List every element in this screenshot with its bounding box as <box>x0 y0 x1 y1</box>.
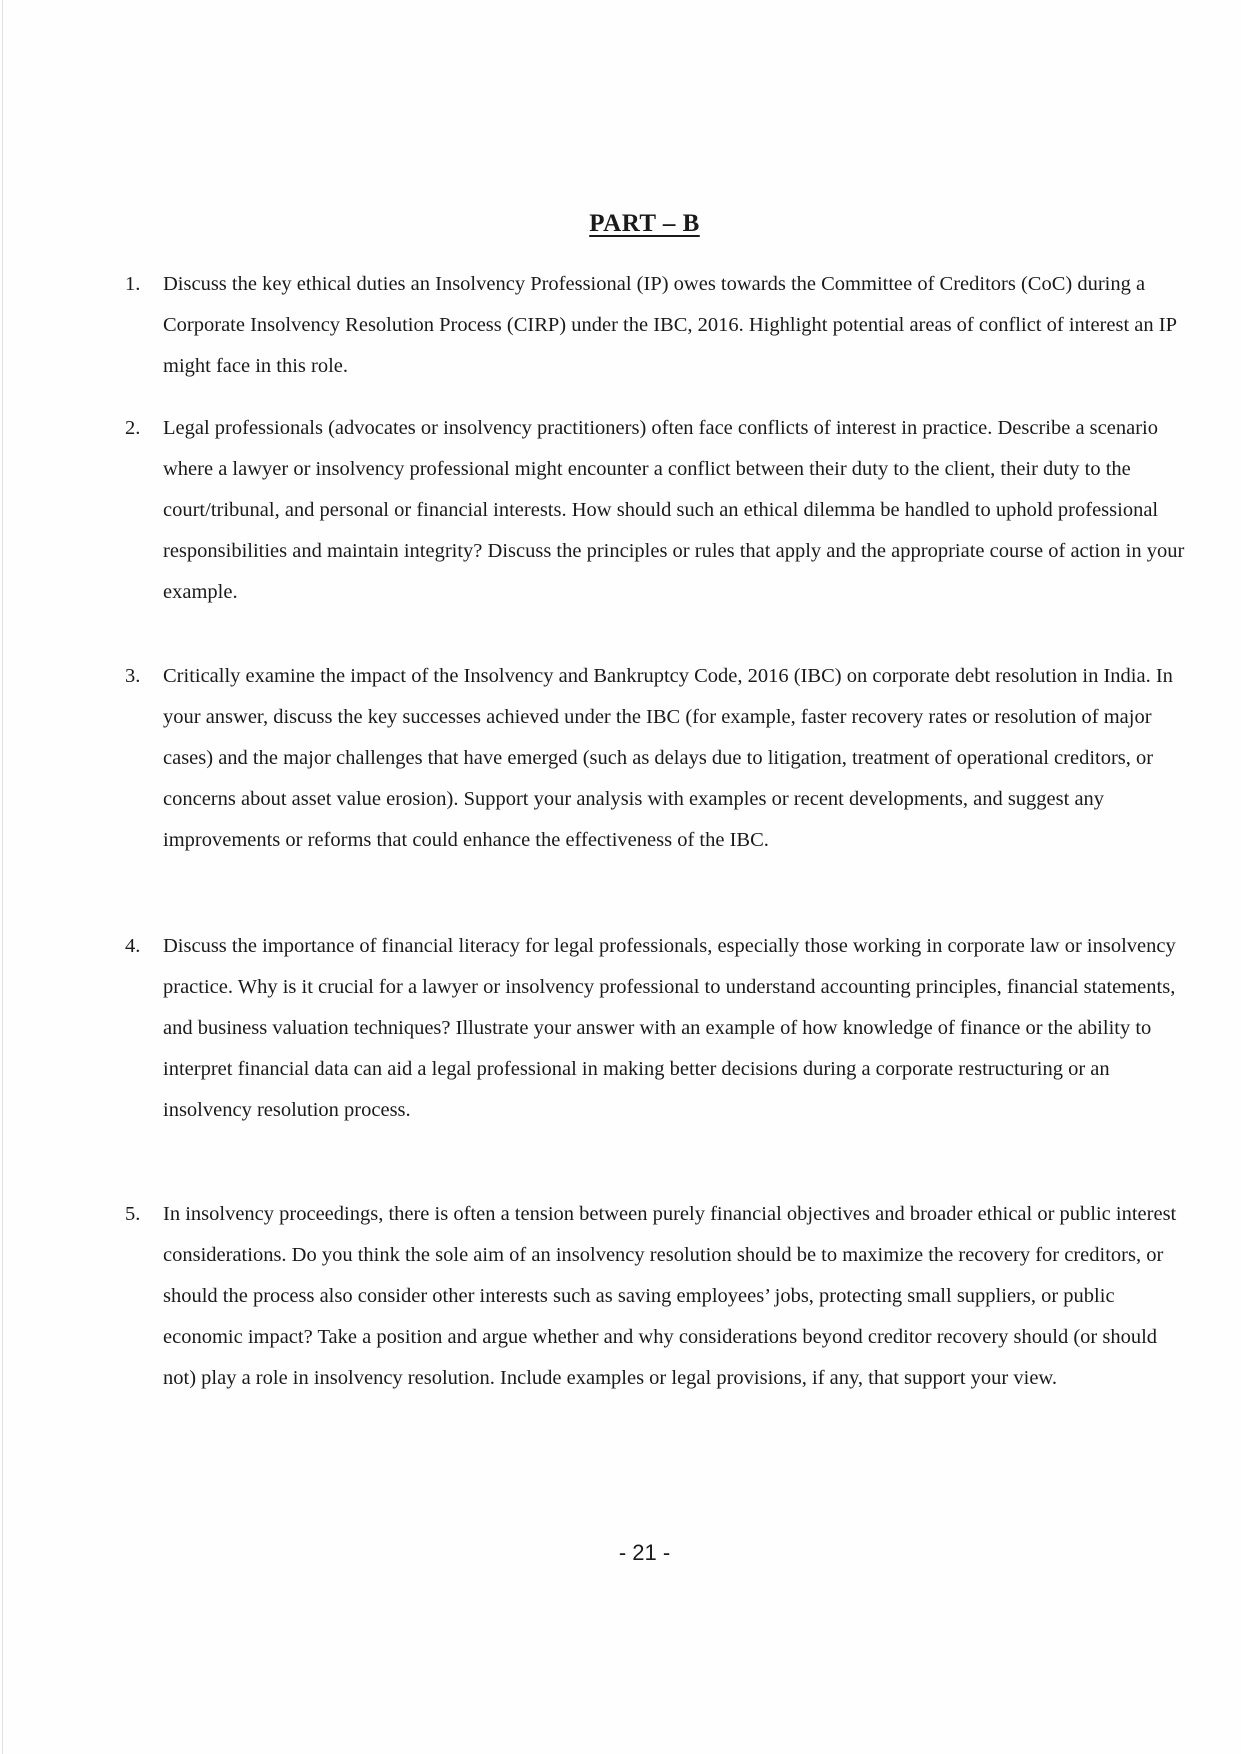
section-title: PART – B <box>589 210 700 237</box>
question-text: Critically examine the impact of the Insolvency and Bankruptcy Code, 2016 (IBC) on corporate debt resolution in India. In your answer, discuss the key successes achieved under the IBC (for example, faster recovery rates or resolution of major cases) and the major challenges that have emerged (such as delays due to litigation, treatment of operational creditors, or concerns about asset value erosion). Support your analysis with examples or recent developments, and suggest any improvements or reforms that could enhance the effectiveness of the IBC. <box>163 665 1173 851</box>
question-number: 3. <box>125 665 141 687</box>
question-text: In insolvency proceedings, there is often a tension between purely financial objectives and broader ethical or public interest considerations. Do you think the sole aim of an insolvency resolution should be to maximize the recovery for creditors, or should the process also consider other interests such as saving employees’ jobs, protecting small suppliers, or public economic impact? Take a position and argue whether and why considerations beyond creditor recovery should (or should not) play a role in insolvency resolution. Include examples or legal provisions, if any, that support your view. <box>163 1203 1177 1389</box>
question-text: Discuss the key ethical duties an Insolvency Professional (IP) owes towards the Committee of Creditors (CoC) during a Corporate Insolvency Resolution Process (CIRP) under the IBC, 2016. Highlight potential areas of conflict of interest an IP might face in this role. <box>163 273 1177 377</box>
question-item <box>125 264 1195 387</box>
question-item <box>125 656 1195 861</box>
question-number: 1. <box>125 273 141 295</box>
page-number: - 21 - <box>618 1540 671 1565</box>
question-item <box>125 926 1195 1131</box>
scan-edge-line <box>2 0 3 1754</box>
question-number: 2. <box>125 417 141 439</box>
question-text: Legal professionals (advocates or insolvency practitioners) often face conflicts of interest in practice. Describe a scenario where a lawyer or insolvency professional might encounter a conflict between their duty to the client, their duty to the court/tribunal, and personal or financial interests. How should such an ethical dilemma be handled to uphold professional responsibilities and maintain integrity? Discuss the principles or rules that apply and the appropriate course of action in your example. <box>163 417 1185 603</box>
question-text: Discuss the importance of financial literacy for legal professionals, especially those working in corporate law or insolvency practice. Why is it crucial for a lawyer or insolvency professional to understand accounting principles, financial statements, and business valuation techniques? Illustrate your answer with an example of how knowledge of finance or the ability to interpret financial data can aid a legal professional in making better decisions during a corporate restructuring or an insolvency resolution process. <box>163 935 1176 1121</box>
question-item <box>125 408 1195 613</box>
question-number: 4. <box>125 935 141 957</box>
question-item <box>125 1194 1195 1399</box>
question-number: 5. <box>125 1203 141 1225</box>
